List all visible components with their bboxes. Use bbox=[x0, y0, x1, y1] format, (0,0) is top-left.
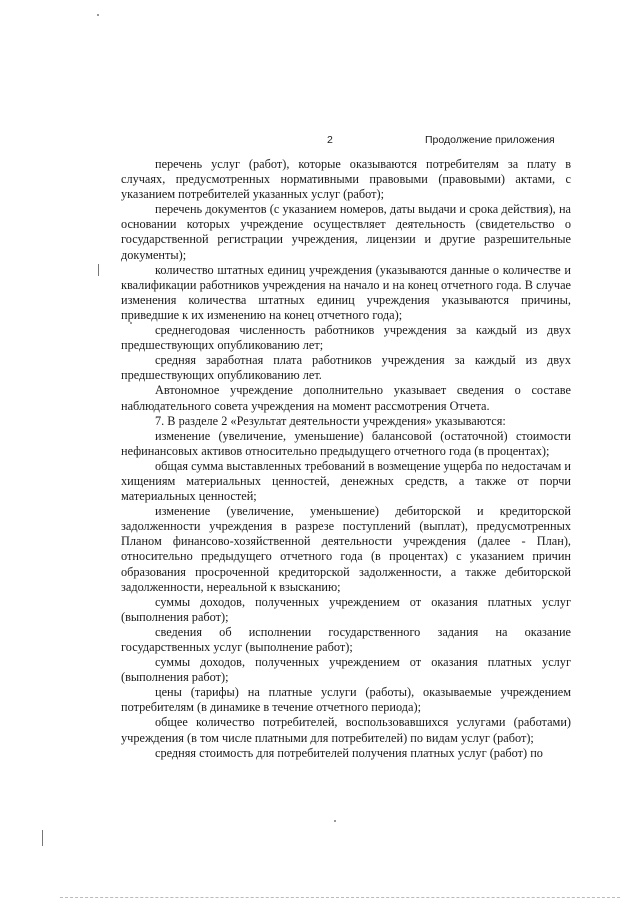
paragraph: суммы доходов, полученных учреждением от оказания платных услуг (выполнения работ); bbox=[121, 594, 571, 624]
paragraph: перечень документов (с указанием номеров, даты выдачи и срока действия), на основании которых учреждение осуществляет деятельность (свидетельство о государственной регистрации учреждения, лицензии и другие разрешительные документы); bbox=[121, 202, 571, 262]
paragraph: цены (тарифы) на платные услуги (работы), оказываемые учреждением потребителям (в динамике в течение отчетного периода); bbox=[121, 685, 571, 715]
paragraph: количество штатных единиц учреждения (указываются данные о количестве и квалификации работников учреждения на начало и на конец отчетного года. В случае изменения количества штатных единиц учреждения указываются причины, приведшие к их изменению на конец отчетного года); bbox=[121, 262, 571, 322]
scan-speck bbox=[334, 820, 336, 822]
paragraph: перечень услуг (работ), которые оказываются потребителям за плату в случаях, предусмотренных нормативными правовыми (правовыми) актами, с указанием потребителей указанных услуг (работ); bbox=[121, 157, 571, 202]
paragraph: средняя заработная плата работников учреждения за каждый из двух предшествующих опубликованию лет. bbox=[121, 353, 571, 383]
paragraph: Автономное учреждение дополнительно указывает сведения о составе наблюдательного совета учреждения на момент рассмотрения Отчета. bbox=[121, 383, 571, 413]
scan-mark bbox=[98, 264, 99, 276]
continuation-label: Продолжение приложения bbox=[425, 134, 555, 146]
page-header bbox=[0, 134, 640, 150]
scan-mark bbox=[42, 830, 43, 846]
page-number: 2 bbox=[327, 134, 333, 146]
paragraph: общая сумма выставленных требований в возмещение ущерба по недостачам и хищениям материальных ценностей, денежных средств, а также от порчи материальных ценностей; bbox=[121, 458, 571, 504]
scan-speck bbox=[130, 322, 132, 324]
paragraph: средняя стоимость для потребителей получения платных услуг (работ) по bbox=[155, 745, 543, 760]
scan-speck bbox=[97, 14, 99, 16]
paragraph: изменение (увеличение, уменьшение) дебиторской и кредиторской задолженности учреждения в разрезе поступлений (выплат), предусмотренных Планом финансово-хозяйственной деятельности учреждения (далее - План), относительно предыдущего отчетного года (в процентах) с указанием причин образования просроченной кредиторской задолженности, а также дебиторской задолженности, нереальной к взысканию; bbox=[121, 504, 571, 594]
paragraph: общее количество потребителей, воспользовавшихся услугами (работами) учреждения (в том числе платными для потребителей) по видам услуг (работ); bbox=[121, 715, 571, 745]
paragraph: суммы доходов, полученных учреждением от оказания платных услуг (выполнения работ); bbox=[121, 655, 571, 685]
paragraph: среднегодовая численность работников учреждения за каждый из двух предшествующих опубликованию лет; bbox=[121, 323, 571, 353]
document-body bbox=[121, 157, 571, 761]
paragraph: 7. В разделе 2 «Результат деятельности учреждения» указываются: bbox=[155, 413, 506, 428]
paragraph: изменение (увеличение, уменьшение) балансовой (остаточной) стоимости нефинансовых активов относительно предыдущего отчетного года (в процентах); bbox=[121, 428, 571, 458]
scan-edge bbox=[60, 897, 620, 898]
paragraph: сведения об исполнении государственного задания на оказание государственных услуг (выполнение работ); bbox=[121, 624, 571, 654]
